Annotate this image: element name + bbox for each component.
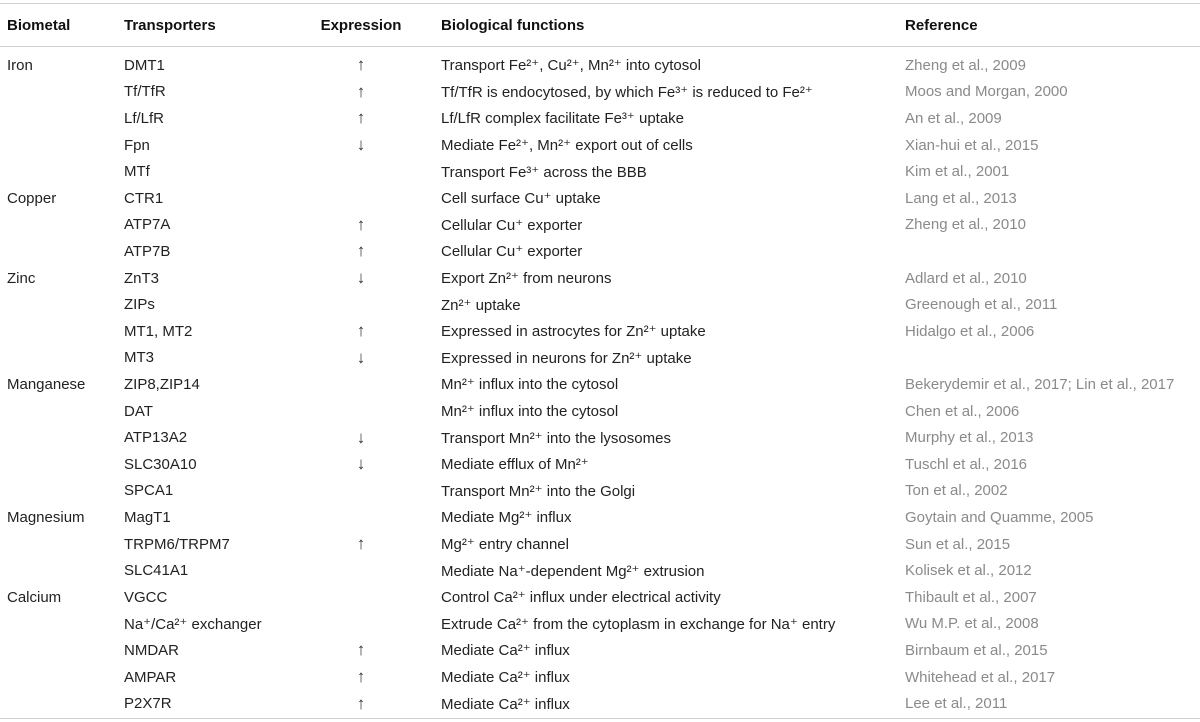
- cell-function: Expressed in astrocytes for Zn²⁺ uptake: [441, 323, 706, 341]
- cell-reference: Greenough et al., 2011: [905, 296, 1058, 314]
- cell-biometal: [7, 424, 117, 451]
- table-row: [0, 637, 1200, 664]
- table-row: [0, 557, 1200, 584]
- header-functions: Biological functions: [441, 16, 585, 34]
- cell-expression: [313, 557, 409, 584]
- cell-transporter: ZIPs: [124, 296, 155, 314]
- cell-transporter: Tf/TfR: [124, 83, 166, 101]
- table-row: [0, 398, 1200, 425]
- cell-transporter: ATP7B: [124, 242, 171, 260]
- cell-transporter: CTR1: [124, 189, 164, 207]
- cell-reference: Kolisek et al., 2012: [905, 562, 1032, 580]
- cell-expression: [313, 371, 409, 398]
- table-header: [0, 4, 1200, 46]
- cell-function: Transport Mn²⁺ into the lysosomes: [441, 429, 671, 447]
- cell-biometal: [7, 238, 117, 265]
- table-row: [0, 531, 1200, 558]
- table-row: [0, 318, 1200, 345]
- cell-transporter: ZIP8,ZIP14: [124, 375, 200, 393]
- cell-function: Control Ca²⁺ influx under electrical activity: [441, 589, 721, 607]
- cell-expression: ↑: [356, 321, 366, 341]
- cell-function: Extrude Ca²⁺ from the cytoplasm in exchange for Na⁺ entry: [441, 615, 836, 633]
- cell-function: Mediate Na⁺-dependent Mg²⁺ extrusion: [441, 562, 705, 580]
- cell-expression: ↑: [356, 108, 366, 128]
- cell-expression: ↓: [356, 268, 366, 288]
- cell-reference: Lang et al., 2013: [905, 189, 1017, 207]
- cell-expression: ↑: [356, 55, 366, 75]
- table-row: [0, 79, 1200, 106]
- cell-transporter: MT1, MT2: [124, 322, 193, 340]
- cell-expression: [313, 185, 409, 212]
- cell-function: Mediate Fe²⁺, Mn²⁺ export out of cells: [441, 137, 693, 155]
- cell-expression: ↑: [356, 534, 366, 554]
- cell-reference: Birnbaum et al., 2015: [905, 641, 1048, 659]
- cell-expression: ↑: [356, 693, 366, 713]
- header-biometal: Biometal: [7, 16, 71, 34]
- cell-reference: Ton et al., 2002: [905, 482, 1008, 500]
- cell-function: Transport Mn²⁺ into the Golgi: [441, 482, 636, 500]
- cell-reference: An et al., 2009: [905, 109, 1002, 127]
- bottom-rule: [0, 718, 1200, 719]
- header-rule: [0, 46, 1200, 47]
- table-row: [0, 132, 1200, 159]
- table-row: [0, 611, 1200, 638]
- cell-biometal: Manganese: [7, 375, 86, 393]
- cell-function: Cellular Cu⁺ exporter: [441, 243, 583, 261]
- cell-biometal: Zinc: [7, 269, 36, 287]
- table-row: [0, 584, 1200, 611]
- table-row: [0, 265, 1200, 292]
- cell-transporter: TRPM6/TRPM7: [124, 535, 230, 553]
- cell-reference: Adlard et al., 2010: [905, 269, 1027, 287]
- cell-expression: ↓: [356, 454, 366, 474]
- cell-function: Tf/TfR is endocytosed, by which Fe³⁺ is reduced to Fe²⁺: [441, 83, 813, 101]
- cell-biometal: [7, 637, 117, 664]
- cell-transporter: MTf: [124, 163, 150, 181]
- cell-expression: ↑: [356, 81, 366, 101]
- cell-biometal: [7, 345, 117, 372]
- table-row: [0, 158, 1200, 185]
- cell-function: Cellular Cu⁺ exporter: [441, 216, 583, 234]
- cell-transporter: VGCC: [124, 588, 168, 606]
- table-row: [0, 238, 1200, 265]
- cell-biometal: [7, 79, 117, 106]
- cell-expression: [313, 504, 409, 531]
- cell-function: Mediate Mg²⁺ influx: [441, 509, 572, 527]
- cell-reference: Xian-hui et al., 2015: [905, 136, 1039, 154]
- cell-biometal: [7, 531, 117, 558]
- header-expression: Expression: [320, 16, 402, 34]
- cell-expression: ↓: [356, 427, 366, 447]
- cell-transporter: SPCA1: [124, 482, 174, 500]
- cell-reference: Lee et al., 2011: [905, 695, 1008, 713]
- cell-biometal: [7, 451, 117, 478]
- cell-reference: Hidalgo et al., 2006: [905, 322, 1035, 340]
- table-row: [0, 212, 1200, 239]
- cell-biometal: [7, 212, 117, 239]
- cell-reference: Zheng et al., 2009: [905, 56, 1026, 74]
- cell-function: Expressed in neurons for Zn²⁺ uptake: [441, 349, 692, 367]
- header-transporters: Transporters: [124, 16, 216, 34]
- cell-reference: Wu M.P. et al., 2008: [905, 615, 1039, 633]
- cell-reference: [905, 345, 1200, 372]
- cell-biometal: Iron: [7, 56, 33, 74]
- cell-transporter: DMT1: [124, 56, 165, 74]
- cell-biometal: [7, 318, 117, 345]
- cell-expression: [313, 398, 409, 425]
- cell-reference: Bekerydemir et al., 2017; Lin et al., 2017: [905, 375, 1175, 393]
- cell-transporter: NMDAR: [124, 641, 179, 659]
- cell-expression: ↑: [356, 241, 366, 261]
- cell-biometal: [7, 398, 117, 425]
- header-reference: Reference: [905, 16, 978, 34]
- cell-function: Transport Fe²⁺, Cu²⁺, Mn²⁺ into cytosol: [441, 57, 701, 75]
- cell-transporter: Fpn: [124, 136, 150, 154]
- cell-expression: [313, 478, 409, 505]
- cell-biometal: [7, 478, 117, 505]
- cell-biometal: [7, 557, 117, 584]
- table-row: [0, 52, 1200, 79]
- table-row: [0, 185, 1200, 212]
- table-row: [0, 424, 1200, 451]
- cell-biometal: [7, 611, 117, 638]
- table-row: [0, 690, 1200, 717]
- cell-expression: [313, 291, 409, 318]
- cell-expression: ↓: [356, 347, 366, 367]
- cell-biometal: [7, 291, 117, 318]
- table-row: [0, 105, 1200, 132]
- cell-reference: Moos and Morgan, 2000: [905, 83, 1068, 101]
- cell-expression: [313, 158, 409, 185]
- cell-function: Mediate Ca²⁺ influx: [441, 642, 570, 660]
- cell-function: Cell surface Cu⁺ uptake: [441, 190, 601, 208]
- cell-biometal: [7, 664, 117, 691]
- cell-function: Mg²⁺ entry channel: [441, 536, 569, 554]
- cell-biometal: [7, 132, 117, 159]
- cell-function: Zn²⁺ uptake: [441, 296, 521, 314]
- cell-biometal: Magnesium: [7, 508, 85, 526]
- cell-reference: Chen et al., 2006: [905, 402, 1020, 420]
- cell-function: Transport Fe³⁺ across the BBB: [441, 163, 647, 181]
- cell-transporter: ATP7A: [124, 216, 171, 234]
- cell-function: Mn²⁺ influx into the cytosol: [441, 403, 619, 421]
- cell-transporter: ZnT3: [124, 269, 160, 287]
- cell-reference: Thibault et al., 2007: [905, 588, 1037, 606]
- cell-biometal: Calcium: [7, 588, 62, 606]
- cell-transporter: P2X7R: [124, 695, 172, 713]
- cell-biometal: [7, 158, 117, 185]
- cell-function: Lf/LfR complex facilitate Fe³⁺ uptake: [441, 110, 685, 128]
- cell-function: Mediate Ca²⁺ influx: [441, 669, 570, 687]
- table-row: [0, 345, 1200, 372]
- table-row: [0, 451, 1200, 478]
- cell-reference: [905, 238, 1200, 265]
- cell-expression: ↑: [356, 640, 366, 660]
- cell-reference: Kim et al., 2001: [905, 163, 1010, 181]
- cell-expression: ↓: [356, 135, 366, 155]
- cell-transporter: ATP13A2: [124, 429, 188, 447]
- cell-biometal: Copper: [7, 189, 57, 207]
- cell-reference: Murphy et al., 2013: [905, 429, 1034, 447]
- table-row: [0, 664, 1200, 691]
- cell-transporter: DAT: [124, 402, 153, 420]
- table-row: [0, 291, 1200, 318]
- cell-transporter: AMPAR: [124, 668, 177, 686]
- cell-reference: Zheng et al., 2010: [905, 216, 1026, 234]
- cell-function: Mediate Ca²⁺ influx: [441, 695, 570, 713]
- cell-transporter: Na⁺/Ca²⁺ exchanger: [124, 615, 262, 633]
- cell-expression: ↑: [356, 214, 366, 234]
- cell-transporter: MT3: [124, 349, 154, 367]
- cell-reference: Tuschl et al., 2016: [905, 455, 1028, 473]
- cell-transporter: Lf/LfR: [124, 109, 165, 127]
- cell-expression: ↑: [356, 667, 366, 687]
- cell-function: Mediate efflux of Mn²⁺: [441, 456, 589, 474]
- cell-reference: Whitehead et al., 2017: [905, 668, 1056, 686]
- cell-reference: Sun et al., 2015: [905, 535, 1011, 553]
- table-row: [0, 478, 1200, 505]
- cell-expression: [313, 584, 409, 611]
- cell-transporter: MagT1: [124, 508, 171, 526]
- cell-biometal: [7, 105, 117, 132]
- cell-transporter: SLC30A10: [124, 455, 197, 473]
- cell-function: Export Zn²⁺ from neurons: [441, 270, 612, 288]
- cell-expression: [313, 611, 409, 638]
- table-row: [0, 371, 1200, 398]
- cell-transporter: SLC41A1: [124, 562, 189, 580]
- table-row: [0, 504, 1200, 531]
- cell-biometal: [7, 690, 117, 717]
- cell-reference: Goytain and Quamme, 2005: [905, 508, 1094, 526]
- cell-function: Mn²⁺ influx into the cytosol: [441, 376, 619, 394]
